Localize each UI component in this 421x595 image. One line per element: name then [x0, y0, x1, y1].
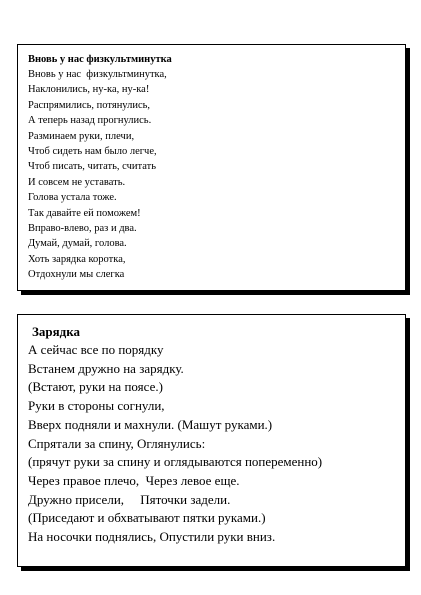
- poem-line: Разминаем руки, плечи,: [28, 130, 135, 142]
- poem-line: Хоть зарядка коротка,: [28, 253, 126, 265]
- poem-line: (Приседают и обхватывают пятки руками.): [28, 510, 266, 526]
- poem-line: Вверх подняли и махнули. (Машут руками.): [28, 416, 273, 432]
- poem-line: Чтоб сидеть нам было легче,: [28, 146, 157, 158]
- poem-line: Руки в стороны согнули,: [28, 398, 165, 414]
- poem-line: И совсем не уставать.: [28, 176, 126, 188]
- poem-line: Думай, думай, голова.: [28, 238, 127, 250]
- poem-line: (Встают, руки на поясе.): [28, 379, 163, 395]
- poem-line: (прячут руки за спину и оглядываются попеременно): [28, 454, 323, 470]
- poem-line: Наклонились, ну-ка, ну-ка!: [28, 84, 150, 96]
- poem-card-zaryadka: [17, 314, 406, 567]
- poem-line: А сейчас все по порядку: [28, 342, 164, 357]
- poem-line: Распрямились, потянулись,: [28, 99, 151, 111]
- poem-title: Зарядка: [32, 324, 80, 339]
- poem-line: А теперь назад прогнулись.: [28, 115, 152, 127]
- poem-line: На носочки поднялись, Опустили руки вниз.: [28, 529, 276, 545]
- poem-line: Дружно присели, Пяточки задели.: [28, 491, 231, 507]
- poem-line: Чтоб писать, читать, считать: [28, 161, 156, 173]
- poem-line: Спрятали за спину, Оглянулись:: [28, 435, 206, 451]
- poem-line: Вновь у нас физкультминутка,: [28, 69, 167, 80]
- poem-line: Отдохнули мы слегка: [28, 269, 125, 281]
- poem-card-fizkultminutka: [17, 44, 406, 291]
- poem-line: Встанем дружно на зарядку.: [28, 360, 184, 376]
- poem-line: Так давайте ей поможем!: [28, 207, 141, 219]
- poem-body: [28, 67, 395, 283]
- poem-title: Вновь у нас физкультминутка: [28, 54, 172, 65]
- poem-line: Вправо-влево, раз и два.: [28, 223, 137, 235]
- poem-line: Через правое плечо, Через левое еще.: [28, 472, 240, 488]
- poem-body: [28, 341, 395, 547]
- poem-line: Голова устала тоже.: [28, 192, 117, 204]
